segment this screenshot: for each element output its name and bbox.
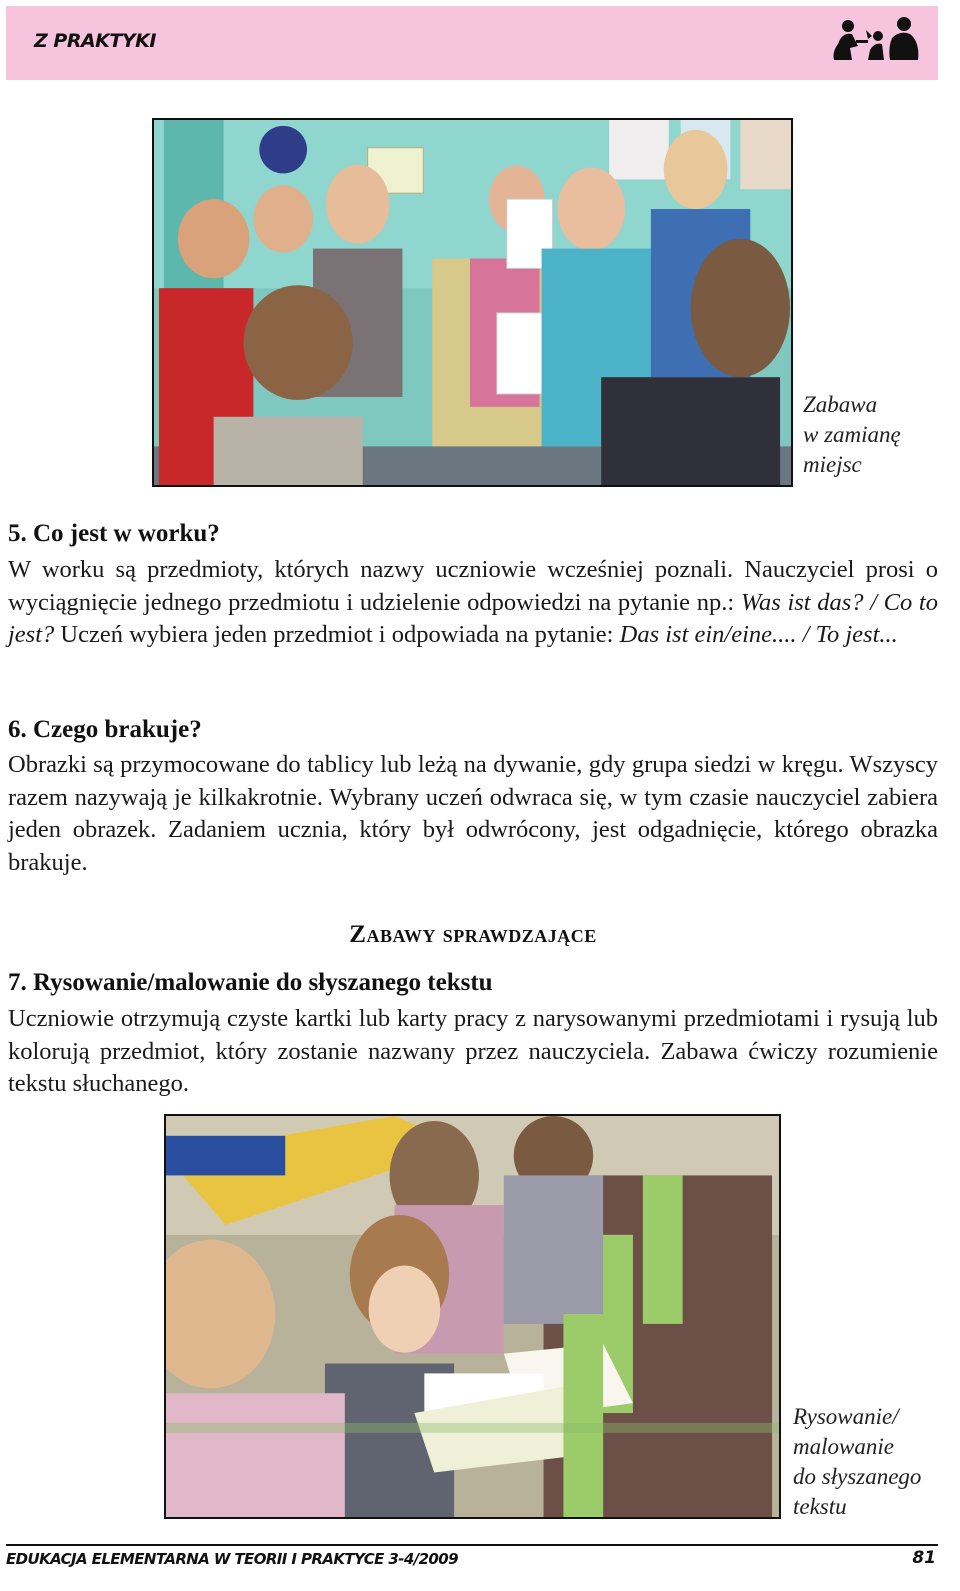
children-silhouette-icon bbox=[830, 14, 922, 68]
section-heading-5: 5. Co jest w worku? bbox=[8, 520, 220, 547]
photo-children-drawing bbox=[164, 1114, 781, 1519]
photo-classroom-game bbox=[152, 118, 793, 487]
section-heading-7: 7. Rysowanie/malowanie do słyszanego tekstu bbox=[8, 969, 493, 996]
figure-caption-1: Zabawa w zamianę miejsc bbox=[803, 392, 901, 477]
subtitle-zabawy-sprawdzajace: Zabawy sprawdzające bbox=[349, 921, 597, 948]
page-number: 81 bbox=[912, 1548, 936, 1568]
section-text-6: Obrazki są przymocowane do tablicy lub leżą na dywanie, gdy grupa siedzi w kręgu. Wszyscy razem nazywają je kilkakrotnie. Wybrany uczeń odwraca się, w tym czasie nauczyciel zabiera jeden obrazek. Zadaniem ucznia, który był odwrócony, jest odgadnięcie, którego obrazka brakuje. bbox=[8, 751, 938, 876]
section-heading-6: 6. Czego brakuje? bbox=[8, 716, 202, 743]
section-text-5: W worku są przedmioty, których nazwy uczniowie wcześniej poznali. Nauczyciel prosi o wyciągnięcie jednego przedmiotu i udzielenie odpowiedzi na pytanie np.: Was ist das? / Co to jest? Uczeń wybiera jeden przedmiot i odpowiada na pytanie: Das ist ein/eine.... / To jest... bbox=[8, 556, 938, 648]
footer-journal-title: EDUKACJA ELEMENTARNA W TEORII I PRAKTYCE 3-4/2009 bbox=[6, 1550, 458, 1568]
section-text-7: Uczniowie otrzymują czyste kartki lub karty pracy z narysowanymi przedmiotami i rysują lub kolorują przedmiot, który zostanie nazwany przez nauczyciela. Zabawa ćwiczy rozumienie tekstu słuchanego. bbox=[8, 1005, 938, 1097]
figure-caption-2: Rysowanie/ malowanie do słyszanego tekstu bbox=[793, 1404, 922, 1519]
section-label: Z PRAKTYKI bbox=[34, 30, 156, 52]
footer-rule bbox=[6, 1544, 938, 1546]
